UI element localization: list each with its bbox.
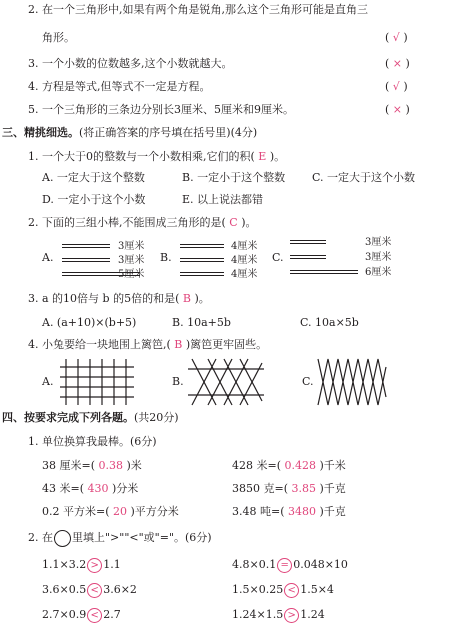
stick-b3-len: 4厘米 bbox=[231, 269, 258, 280]
fence-grid-figure bbox=[58, 357, 136, 407]
judge-q5-mark: ( × ) bbox=[385, 103, 410, 116]
s3-q2-option-a-label: A. bbox=[42, 251, 54, 264]
s3-q1-stem: 1. 一个大于0的整数与一个小数相乘,它们的积( E )。 bbox=[28, 150, 286, 163]
s3-q1-option-c: C. 一定大于这个小数 bbox=[312, 171, 416, 184]
stick-b1-len: 4厘米 bbox=[231, 241, 258, 252]
stick-b1 bbox=[180, 244, 224, 248]
stick-a2 bbox=[62, 258, 110, 262]
s3-q3-option-c: C. 10a×5b bbox=[300, 316, 359, 329]
stick-c3-len: 6厘米 bbox=[365, 267, 392, 278]
s3-q2-option-c-label: C. bbox=[272, 251, 284, 264]
s3-q3-option-a: A. (a+10)×(b+5) bbox=[42, 316, 137, 329]
stick-c2 bbox=[290, 255, 326, 259]
conversion-row-1-right: 428 米=( 0.428 )千米 bbox=[232, 459, 346, 472]
stick-a1-len: 3厘米 bbox=[118, 241, 145, 252]
stick-b3 bbox=[180, 272, 224, 276]
compare-row-2-right: 1.5×0.25 < 1.5×4 bbox=[232, 583, 334, 596]
judge-q2-line1: 2. 在一个三角形中,如果有两个角是锐角,那么这个三角形可能是直角三 bbox=[28, 3, 368, 16]
judge-q4: 4. 方程是等式,但等式不一定是方程。 bbox=[28, 80, 211, 93]
compare-row-2-left: 3.6×0.5 < 3.6×2 bbox=[42, 583, 137, 596]
conversion-row-2-right: 3850 克=( 3.85 )千克 bbox=[232, 482, 346, 495]
fence-zigzag-figure bbox=[316, 357, 388, 407]
s3-q4-option-c-label: C. bbox=[302, 375, 314, 388]
s3-q2-stem: 2. 下面的三组小棒,不能围成三角形的是( C )。 bbox=[28, 216, 257, 229]
stick-b2-len: 4厘米 bbox=[231, 255, 258, 266]
s3-q1-option-d: D. 一定小于这个小数 bbox=[42, 193, 146, 206]
judge-q3: 3. 一个小数的位数越多,这个小数就越大。 bbox=[28, 57, 233, 70]
s3-q1-option-e: E. 以上说法都错 bbox=[182, 193, 264, 206]
section4-title: 四、按要求完成下列各题。(共20分) bbox=[2, 411, 179, 424]
judge-q3-mark: ( × ) bbox=[385, 57, 410, 70]
judge-q2-mark: ( √ ) bbox=[385, 31, 408, 44]
stick-b2 bbox=[180, 258, 224, 262]
compare-row-3-right: 1.24×1.5 > 1.24 bbox=[232, 608, 325, 621]
compare-row-1-left: 1.1×3.2 > 1.1 bbox=[42, 558, 121, 571]
empty-circle-icon bbox=[54, 530, 71, 547]
section3-title: 三、精挑细选。(将正确答案的序号填在括号里)(4分) bbox=[2, 126, 258, 139]
judge-q4-mark: ( √ ) bbox=[385, 80, 408, 93]
s4-q1-title: 1. 单位换算我最棒。(6分) bbox=[28, 435, 157, 448]
stick-a3-len: 5厘米 bbox=[118, 269, 145, 280]
judge-q5: 5. 一个三角形的三条边分别长3厘米、5厘米和9厘米。 bbox=[28, 103, 294, 116]
stick-c3 bbox=[290, 270, 358, 274]
s4-q2-title: 2. 在 里填上">""<"或"="。(6分) bbox=[28, 529, 212, 547]
conversion-row-1-left: 38 厘米=( 0.38 )米 bbox=[42, 459, 142, 472]
judge-q2-line2: 角形。 bbox=[42, 31, 75, 44]
stick-a1 bbox=[62, 244, 110, 248]
s3-q1-option-a: A. 一定大于这个整数 bbox=[42, 171, 145, 184]
conversion-row-3-left: 0.2 平方米=( 20 )平方分米 bbox=[42, 505, 179, 518]
s3-q4-stem: 4. 小兔要给一块地围上篱笆,( B )篱笆更牢固些。 bbox=[28, 338, 268, 351]
s3-q1-option-b: B. 一定小于这个整数 bbox=[182, 171, 286, 184]
stick-a2-len: 3厘米 bbox=[118, 255, 145, 266]
compare-row-1-right: 4.8×0.1 = 0.048×10 bbox=[232, 558, 348, 571]
stick-c2-len: 3厘米 bbox=[365, 252, 392, 263]
s3-q4-option-b-label: B. bbox=[172, 375, 184, 388]
conversion-row-3-right: 3.48 吨=( 3480 )千克 bbox=[232, 505, 346, 518]
conversion-row-2-left: 43 米=( 430 )分米 bbox=[42, 482, 139, 495]
s3-q3-option-b: B. 10a+5b bbox=[172, 316, 231, 329]
fence-diamond-grid-figure bbox=[186, 357, 266, 407]
s3-q3-stem: 3. a 的10倍与 b 的5倍的和是( B )。 bbox=[28, 292, 210, 305]
compare-row-3-left: 2.7×0.9 < 2.7 bbox=[42, 608, 121, 621]
s3-q4-option-a-label: A. bbox=[42, 375, 54, 388]
stick-c1-len: 3厘米 bbox=[365, 237, 392, 248]
stick-c1 bbox=[290, 240, 326, 244]
s3-q2-option-b-label: B. bbox=[160, 251, 172, 264]
